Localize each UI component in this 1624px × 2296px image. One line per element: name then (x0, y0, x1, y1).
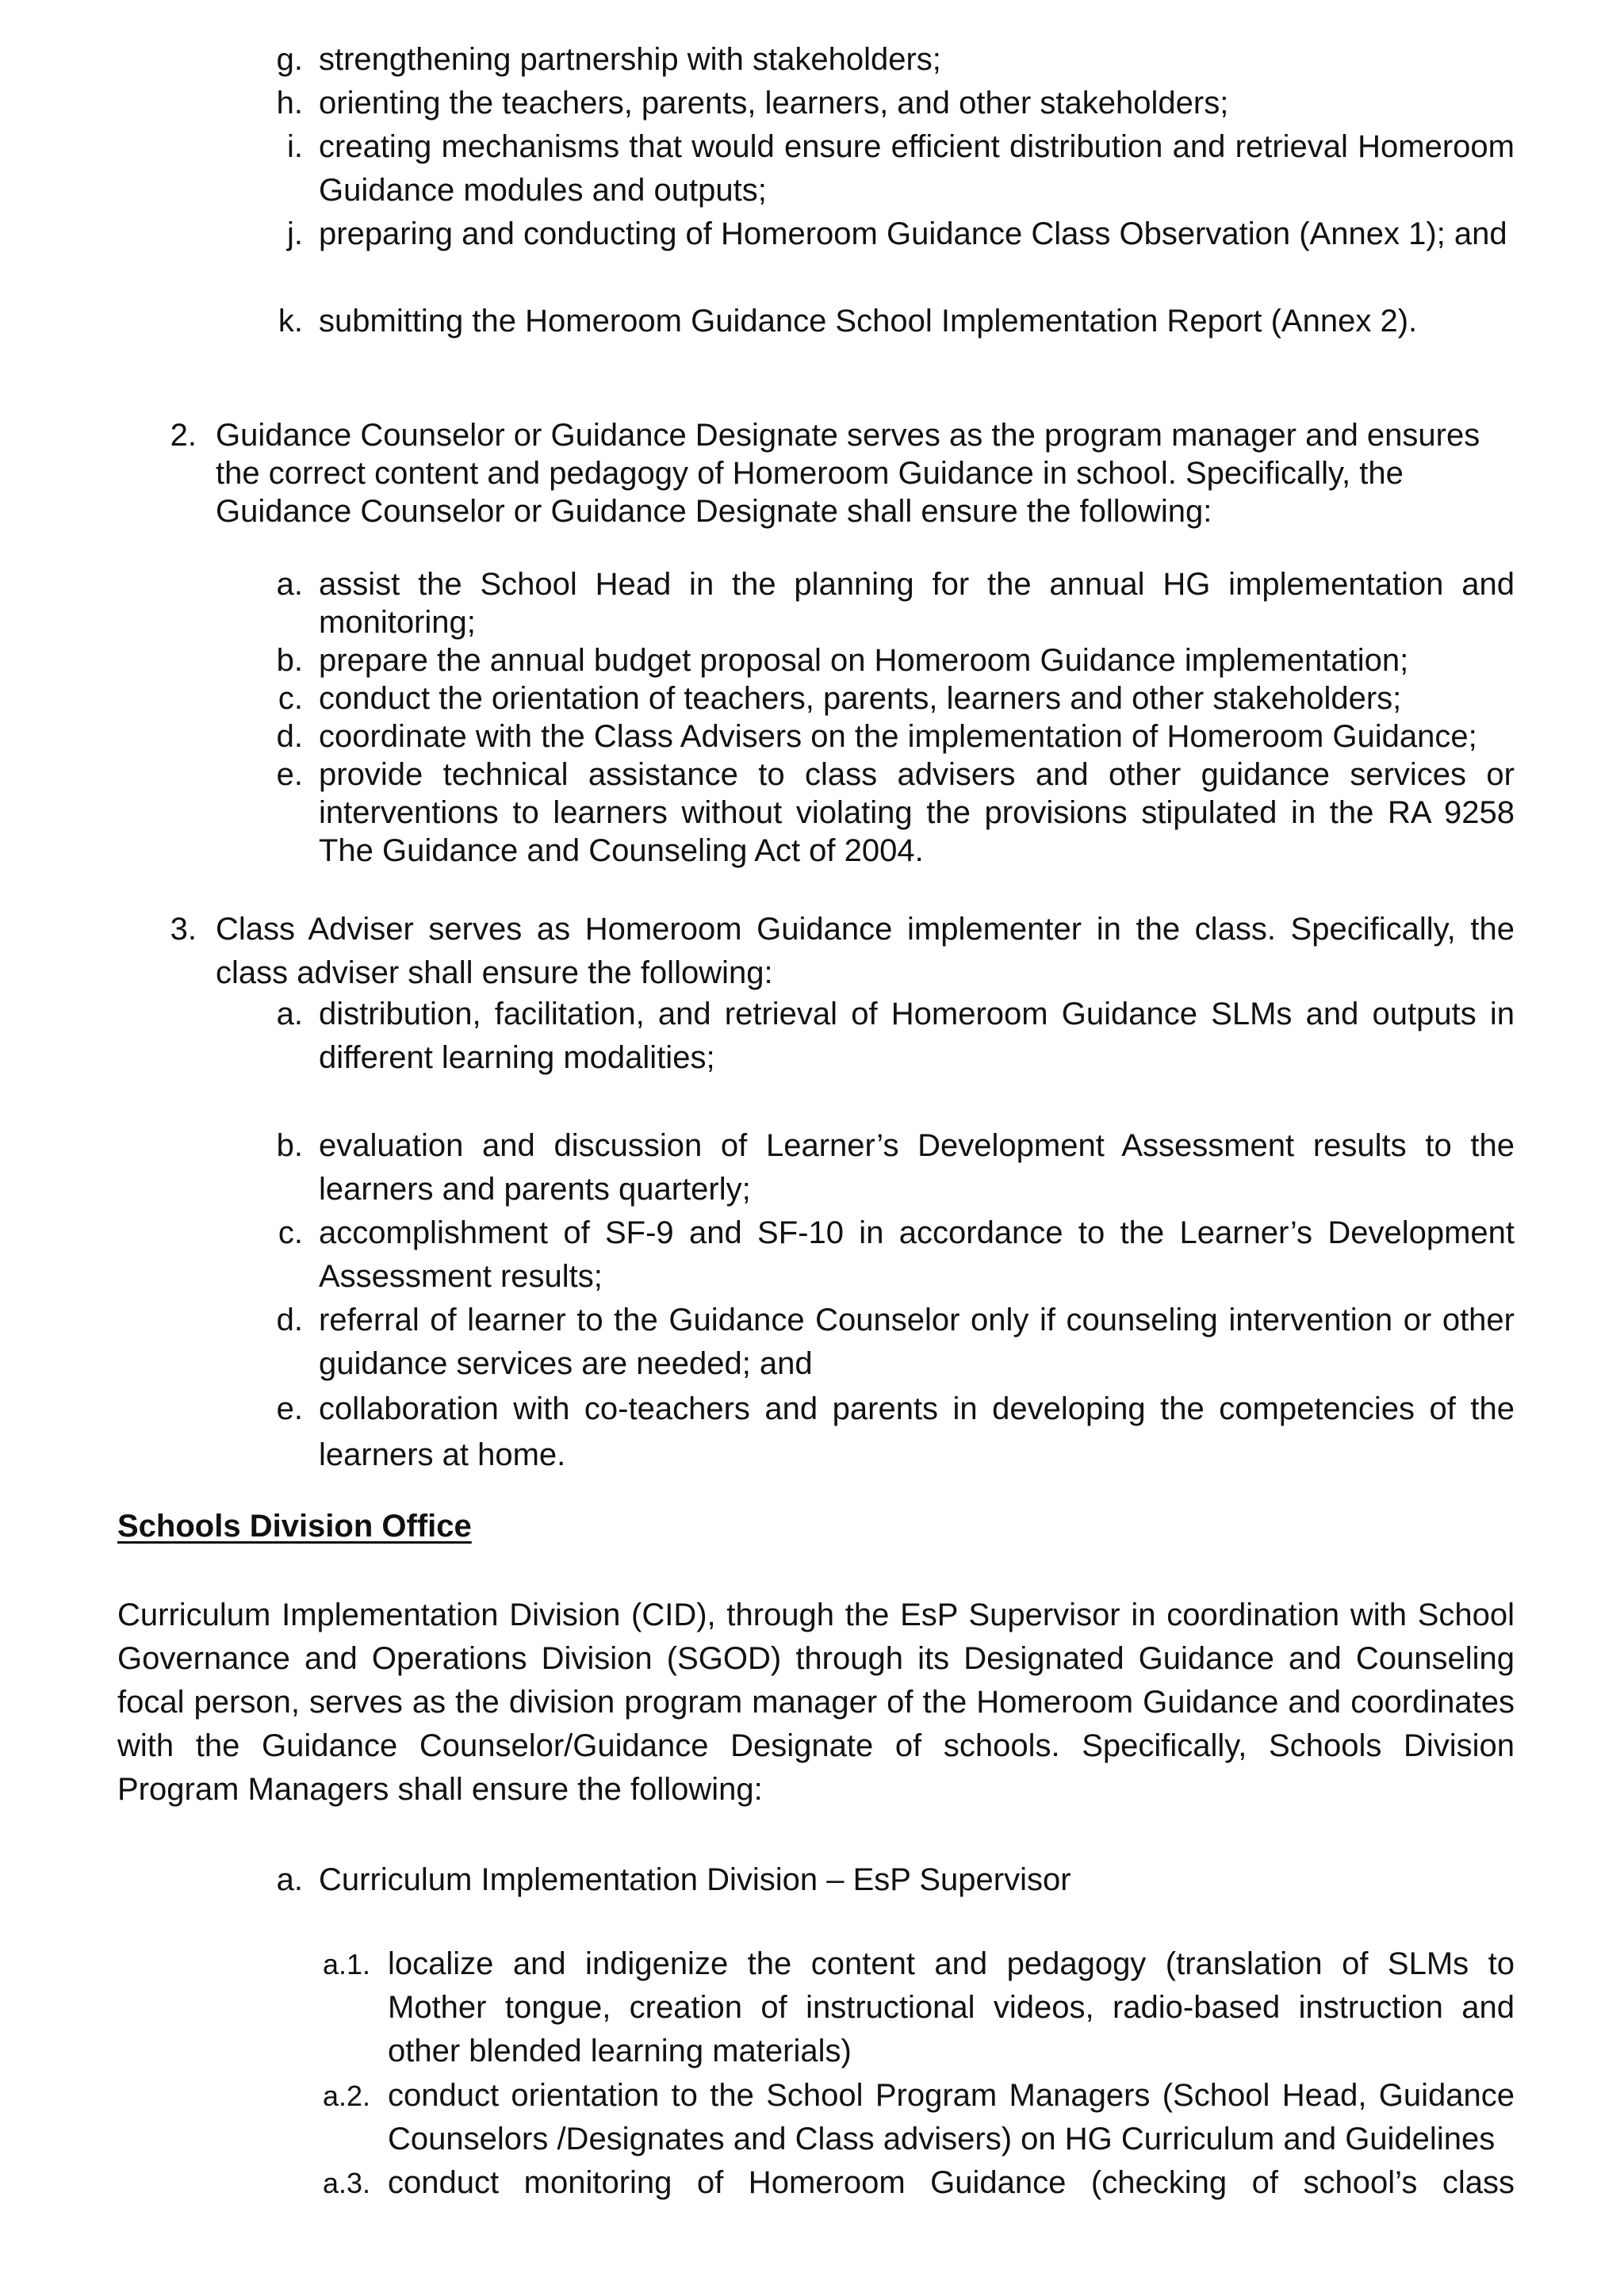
list-item-text: preparing and conducting of Homeroom Guidance Class Observation (Annex 1); and (319, 216, 1507, 251)
list-item-text: submitting the Homeroom Guidance School Implementation Report (Annex 2). (319, 304, 1418, 339)
list-marker: j. (287, 216, 303, 251)
list-marker: a. (276, 997, 303, 1031)
list-marker: b. (276, 1128, 303, 1163)
list-marker: g. (276, 42, 303, 77)
section-intro: Guidance Counselor or Guidance Designate serves as the program manager and ensures the correct content and pedagogy of Homeroom Guidance in school. Specifically, the Guidance Counselor or Guidance Designate shall ensure the following: (216, 418, 1480, 529)
list-marker: c. (278, 1215, 303, 1250)
list-marker: a. (276, 567, 303, 602)
list-item-text: prepare the annual budget proposal on Homeroom Guidance implementation; (319, 643, 1409, 678)
list-item-3b (262, 1124, 1515, 1211)
section-heading-sdo: Schools Division Office (117, 1509, 472, 1544)
list-item-i (262, 125, 1515, 212)
list-item-3d (262, 1299, 1515, 1386)
numbered-item-3 (159, 908, 1515, 995)
section-intro: Class Adviser serves as Homeroom Guidance implementer in the class. Specifically, the class adviser shall ensure the following: (216, 912, 1515, 990)
list-item-k (262, 300, 1515, 343)
list-marker: 2. (170, 418, 197, 453)
list-marker: i. (287, 129, 303, 164)
list-marker: a.3. (322, 2167, 370, 2199)
list-marker: a.2. (322, 2080, 370, 2112)
list-item-text: collaboration with co-teachers and parents in developing the competencies of the learners at home. (319, 1391, 1515, 1472)
list-marker: d. (276, 1303, 303, 1337)
list-marker: e. (276, 757, 303, 792)
list-item-3c (262, 1211, 1515, 1299)
list-item-h (262, 82, 1515, 125)
list-marker: 3. (170, 912, 197, 947)
list-item-text: referral of learner to the Guidance Counselor only if counseling intervention or other guidance services are needed; and (319, 1303, 1515, 1381)
list-item-2c (262, 679, 1515, 718)
list-marker: d. (276, 719, 303, 754)
list-item-3e (262, 1386, 1515, 1478)
list-item-2e (262, 756, 1515, 870)
sdo-sub-item-a1 (313, 1942, 1515, 2073)
list-item-text: assist the School Head in the planning for the annual HG implementation and monitoring; (319, 567, 1515, 640)
list-item-text: localize and indigenize the content and pedagogy (translation of SLMs to Mother tongue, creation of instructional videos, radio-based instruction and other blended learning materials) (388, 1946, 1515, 2068)
list-item-text: Curriculum Implementation Division – EsP Supervisor (319, 1862, 1071, 1897)
sdo-paragraph: Curriculum Implementation Division (CID), through the EsP Supervisor in coordination with School Governance and Operations Division (SGOD) through its Designated Guidance and Counseling focal person, serves as the division program manager of the Homeroom Guidance and coordinates with the Guidance Counselor/Guidance Designate of schools. Specifically, Schools Division Program Managers shall ensure the following: (117, 1598, 1515, 1807)
list-item-text: creating mechanisms that would ensure efficient distribution and retrieval Homeroom Guidance modules and outputs; (319, 129, 1515, 208)
numbered-item-2 (159, 416, 1515, 530)
list-marker: a.1. (322, 1948, 370, 1980)
list-item-text: distribution, facilitation, and retrieval of Homeroom Guidance SLMs and outputs in different learning modalities; (319, 997, 1515, 1075)
list-item-2d (262, 718, 1515, 756)
list-marker: c. (278, 681, 303, 716)
sdo-sub-item-a3 (313, 2161, 1515, 2205)
sdo-sub-item-a2 (313, 2074, 1515, 2161)
list-item-text: conduct orientation to the School Program Managers (School Head, Guidance Counselors /Designates and Class advisers) on HG Curriculum and Guidelines (388, 2078, 1515, 2156)
list-item-text: conduct monitoring of Homeroom Guidance (checking of school’s class (388, 2165, 1515, 2200)
list-item-text: conduct the orientation of teachers, parents, learners and other stakeholders; (319, 681, 1402, 716)
list-marker: k. (278, 304, 303, 339)
list-item-text: orienting the teachers, parents, learners, and other stakeholders; (319, 86, 1229, 121)
sdo-sub-item-a (262, 1858, 1515, 1902)
list-item-j (262, 212, 1515, 256)
list-item-text: coordinate with the Class Advisers on the implementation of Homeroom Guidance; (319, 719, 1477, 754)
list-item-text: evaluation and discussion of Learner’s Development Assessment results to the learners and parents quarterly; (319, 1128, 1515, 1207)
list-item-3a (262, 993, 1515, 1080)
list-item-text: strengthening partnership with stakeholders; (319, 42, 941, 77)
list-marker: h. (276, 86, 303, 121)
list-marker: a. (276, 1862, 303, 1897)
list-marker: e. (276, 1391, 303, 1426)
list-item-text: accomplishment of SF-9 and SF-10 in accordance to the Learner’s Development Assessment results; (319, 1215, 1515, 1294)
list-item-g (262, 38, 1515, 82)
list-marker: b. (276, 643, 303, 678)
list-item-text: provide technical assistance to class advisers and other guidance services or interventions to learners without violating the provisions stipulated in the RA 9258 The Guidance and Counseling Act of 2004. (319, 757, 1515, 868)
list-item-2a (262, 565, 1515, 641)
list-item-2b (262, 641, 1515, 679)
